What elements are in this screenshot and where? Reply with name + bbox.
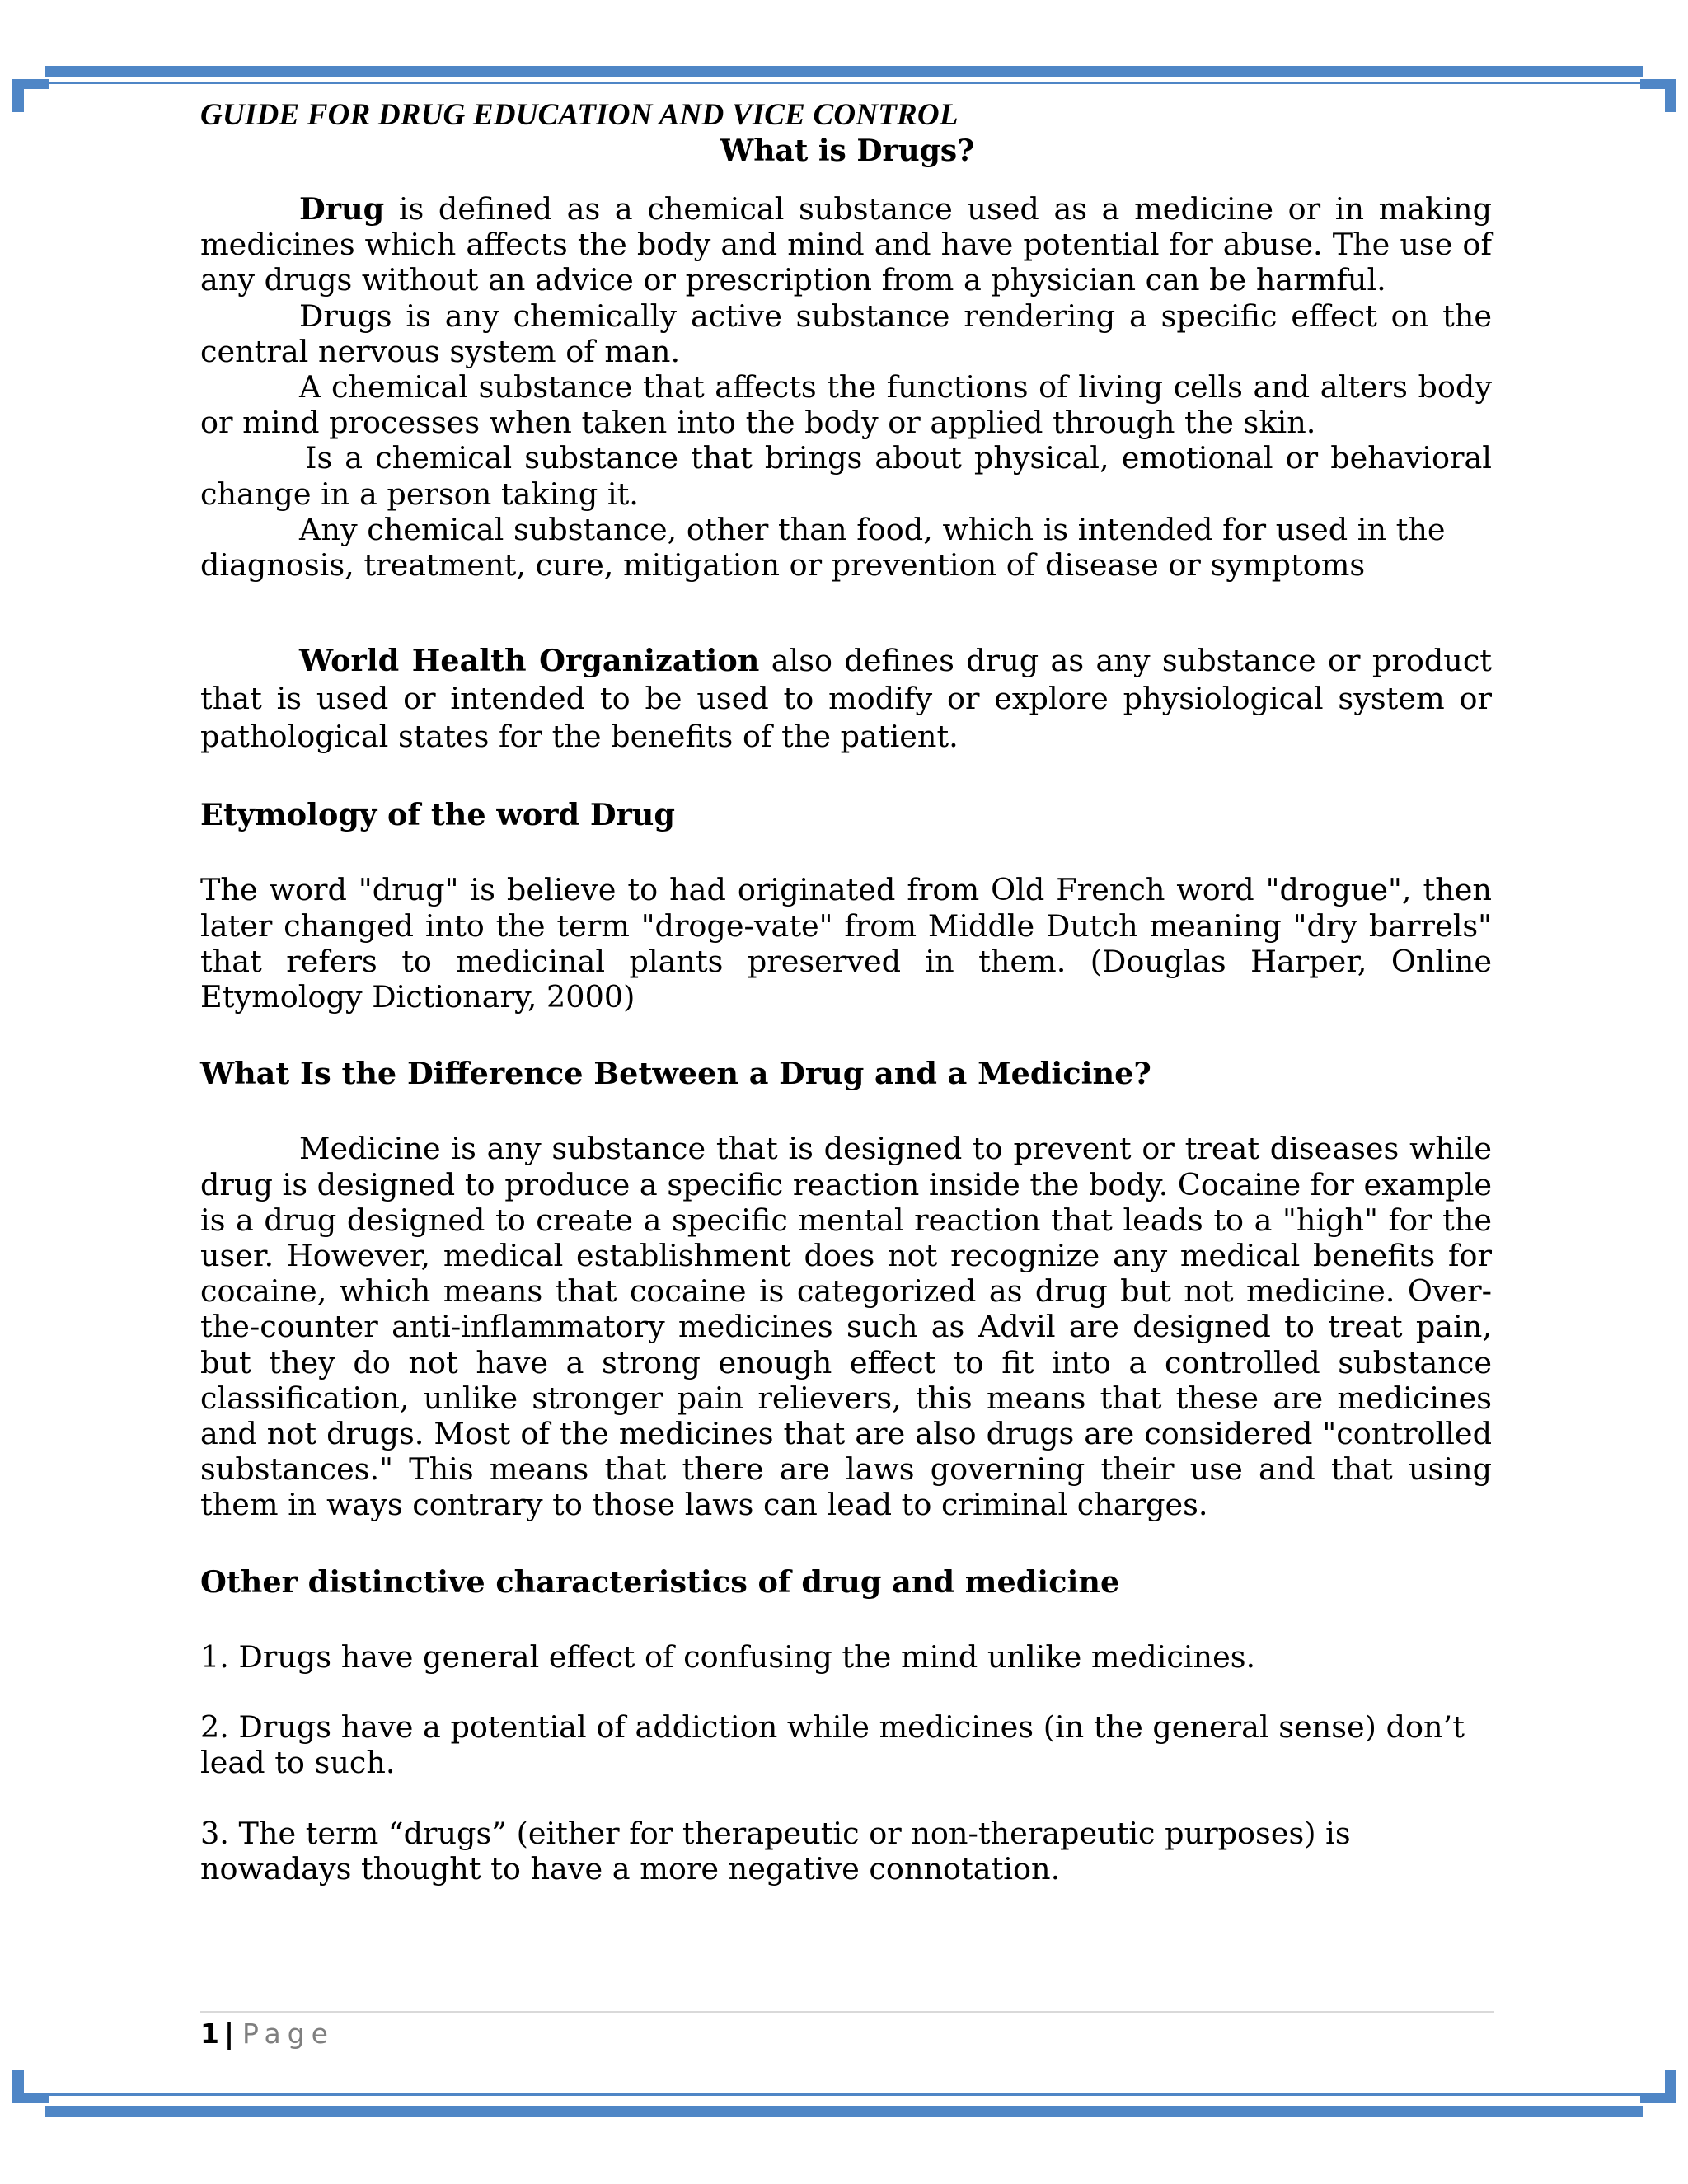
list-item: 3. The term “drugs” (either for therapeutic or non-therapeutic purposes) is nowadays thought to have a more negative connotation. (200, 1815, 1351, 1886)
top-left-corner-bracket-leg (12, 79, 24, 112)
who-term: World Health Organization (299, 643, 760, 679)
bottom-border-line (45, 2093, 1643, 2096)
page-footer (200, 2018, 335, 2050)
difference-heading: What Is the Difference Between a Drug and a Medicine? (200, 1056, 1151, 1092)
page-number: 1 (200, 2018, 219, 2050)
footer-separator: | (223, 2018, 235, 2050)
characteristics-heading: Other distinctive characteristics of drug and medicine (200, 1563, 1120, 1600)
etymology-paragraph: The word "drug" is believe to had originated from Old French word "drogue", then later changed into the term "droge-vate" from Middle Dutch meaning "dry barrels" that refers to medicinal plants preserved in them. (Douglas Harper, Online Etymology Dictionary, 2000) (200, 872, 1492, 1015)
top-right-corner-bracket-leg (1665, 79, 1676, 112)
definition-paragraph-2: Drugs is any chemically active substance rendering a specific effect on the central nervous system of man. (200, 298, 1492, 369)
drug-term: Drug (299, 191, 385, 227)
definition-paragraph-1 (200, 191, 1492, 298)
difference-paragraph: Medicine is any substance that is designed to prevent or treat diseases while drug is designed to produce a specific reaction inside the body. Cocaine for example is a drug designed to create a specific mental reaction that leads to a "high" for the user. However, medical establishment does not recognize any medical benefits for cocaine, which means that cocaine is categorized as drug but not medicine. Over-the-counter anti-inflammatory medicines such as Advil are designed to treat pain, but they do not have a strong enough effect to fit into a controlled substance classification, unlike stronger pain relievers, this means that these are medicines and not drugs. Most of the medicines that are also drugs are considered "controlled substances." This means that there are laws governing their use and that using them in ways contrary to those laws can lead to criminal charges. (200, 1131, 1492, 1523)
who-definition-text: also defines drug as any substance or product that is used or intended to be used to modify or explore physiological system or pathological states for the benefits of the patient. (200, 643, 1492, 755)
top-border-bar (45, 66, 1643, 77)
definition-paragraph-5: Any chemical substance, other than food, which is intended for used in the diagnosis, treatment, cure, mitigation or prevention of disease or symptoms (200, 511, 1446, 583)
definition-paragraph-3: A chemical substance that affects the functions of living cells and alters body or mind processes when taken into the body or applied through the skin. (200, 369, 1492, 441)
bottom-left-corner-bracket-leg (12, 2070, 24, 2103)
definition-text-1: is defined as a chemical substance used as a medicine or in making medicines which affects the body and mind and have potential for abuse. The use of any drugs without an advice or prescription from a physician can be harmful. (200, 191, 1492, 298)
bottom-right-corner-bracket-leg (1665, 2070, 1676, 2103)
who-definition-paragraph (200, 642, 1492, 756)
top-border-line (45, 82, 1643, 84)
page-title: What is Drugs? (720, 134, 975, 168)
definition-paragraph-4: Is a chemical substance that brings about physical, emotional or behavioral change in a person taking it. (200, 440, 1492, 512)
document-body (200, 191, 1492, 1886)
list-item: 1. Drugs have general effect of confusing the mind unlike medicines. (200, 1638, 1256, 1675)
running-header: GUIDE FOR DRUG EDUCATION AND VICE CONTROL (200, 98, 959, 132)
footer-divider (200, 2011, 1494, 2013)
page-label: Page (242, 2018, 335, 2050)
list-item: 2. Drugs have a potential of addiction while medicines (in the general sense) don’t lead to such. (200, 1709, 1465, 1781)
bottom-border-bar (45, 2106, 1643, 2117)
etymology-heading: Etymology of the word Drug (200, 797, 675, 833)
